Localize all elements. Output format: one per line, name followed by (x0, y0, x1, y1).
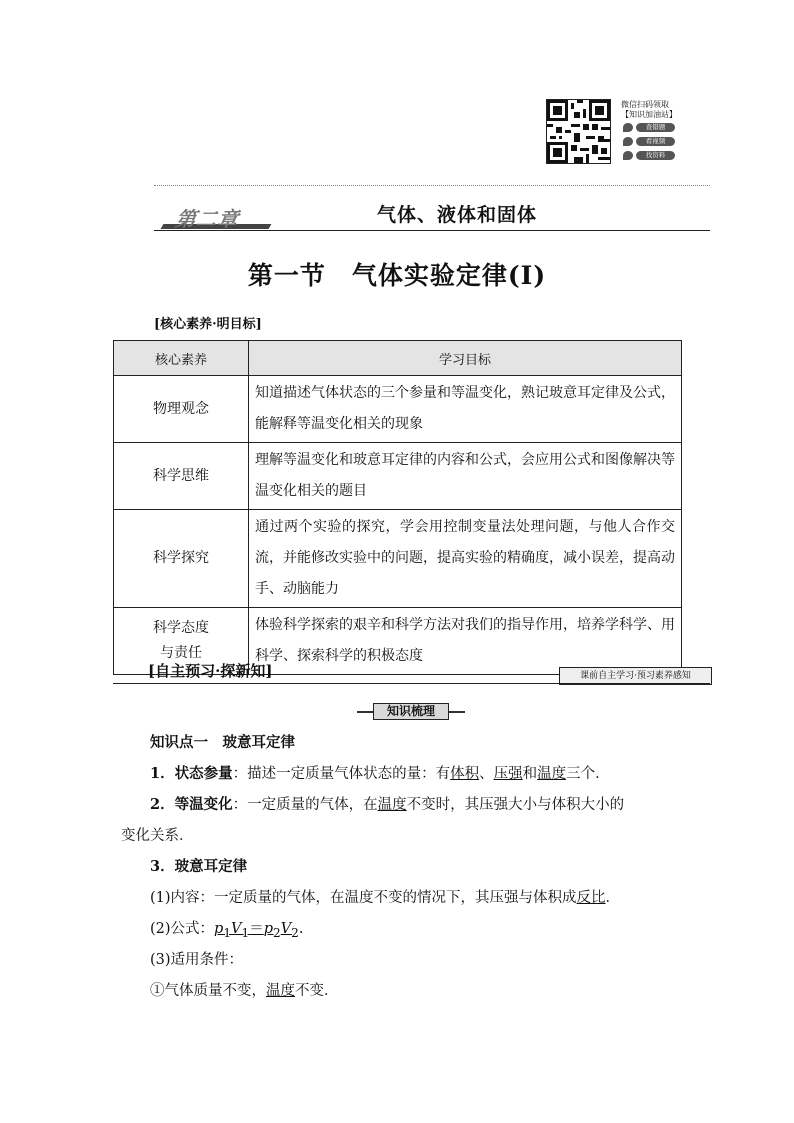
item-text: 三个． (566, 766, 610, 782)
chat-bubble-icon (623, 137, 633, 146)
item-text: 不变时，其压强大小与体积大小的 (406, 797, 625, 813)
table-key-cell: 科学探究 (114, 510, 249, 608)
item-text: 和 (522, 766, 538, 782)
item-text: ：一定质量的气体，在 (232, 797, 378, 813)
chapter-badge: 第二章 (173, 207, 241, 231)
formula-sub: 2 (291, 925, 299, 940)
qr-subtitle: 【知识加油站】 (621, 110, 677, 119)
item-text: ． (605, 890, 621, 906)
knowledge-box (357, 703, 465, 720)
fill-blank: 压强 (493, 766, 523, 782)
item-text: (2)公式： (150, 921, 215, 937)
table-value-cell: 理解等温变化和玻意耳定律的内容和公式，会应用公式和图像解决等温变化相关的题目 (249, 443, 682, 510)
item-text: 、 (479, 766, 494, 782)
qr-code[interactable] (546, 99, 611, 164)
qr-button-label: 查错题 (636, 123, 675, 132)
chapter-title: 气体、液体和固体 (377, 204, 538, 226)
formula-sub: 1 (223, 925, 232, 940)
section-banner-tag: 课前自主学习·预习素养感知 (559, 667, 712, 685)
chat-bubble-icon (623, 123, 633, 132)
table-row (114, 510, 682, 608)
item-3-title: 3．玻意耳定律 (150, 858, 248, 875)
item-3-3: (3)适用条件： (150, 952, 244, 968)
table-key-cell: 物理观念 (114, 376, 249, 443)
formula (214, 921, 299, 940)
table-header-cell: 学习目标 (249, 341, 682, 376)
item-3-1 (150, 888, 620, 908)
formula-var: V (280, 921, 292, 937)
banner-rule (113, 683, 710, 684)
fill-blank: 体积 (450, 766, 480, 782)
table-header-row (114, 341, 682, 376)
fill-blank: 温度 (377, 797, 407, 813)
fill-blank: 温度 (266, 983, 295, 999)
section-title: 第一节 气体实验定律(Ⅰ) (247, 261, 547, 290)
table-value-cell: 知道描述气体状态的三个参量和等温变化，熟记玻意耳定律及公式，能解释等温变化相关的现象 (249, 376, 682, 443)
qr-button-watch-video[interactable] (623, 136, 675, 146)
formula-sub: 2 (273, 925, 281, 940)
chat-bubble-icon (623, 151, 633, 160)
knowledge-box-label: 知识梳理 (373, 703, 449, 720)
item-3-2 (150, 919, 303, 943)
table-key-cell: 科学思维 (114, 443, 249, 510)
formula-eq: ＝ (249, 921, 264, 937)
qr-title: 微信扫码领取 (621, 100, 669, 109)
formula-var: p (214, 921, 224, 937)
fill-blank: 反比 (576, 890, 606, 906)
qr-button-label: 找资料 (636, 151, 675, 160)
table-row (114, 443, 682, 510)
formula-sub: 1 (241, 925, 250, 940)
table-value-cell: 通过两个实验的探究，学会用控制变量法处理问题，与他人合作交流，并能修改实验中的问题，提高实验的精确度，减小误差，提高动手、动脑能力 (249, 510, 682, 608)
qr-button-label: 看视频 (636, 137, 675, 146)
item-text: . (298, 921, 304, 937)
section-banner: [自主预习·探新知] (148, 662, 273, 680)
item-text: 不变． (295, 983, 339, 999)
item-text: ①气体质量不变， (150, 983, 266, 999)
table-value-cell: 体验科学探索的艰辛和科学方法对我们的指导作用，培养学科学、用科学、探索科学的积极态度 (249, 608, 682, 675)
dotted-divider (154, 185, 710, 186)
qr-button-check-errors[interactable] (623, 122, 675, 132)
item-text: (1)内容：一定质量的气体，在温度不变的情况下，其压强与体积成 (150, 890, 577, 906)
formula-var: V (231, 921, 242, 937)
objectives-tag: [核心素养·明目标] (154, 317, 262, 332)
item-label: 2．等温变化 (150, 796, 233, 813)
item-2-cont: 变化关系． (121, 828, 194, 844)
table-key-line: 科学态度 (153, 620, 209, 636)
item-2 (150, 795, 624, 815)
objectives-table (113, 340, 682, 675)
item-text: ：描述一定质量气体状态的量：有 (232, 766, 451, 782)
chapter-rule (154, 230, 710, 231)
qr-button-find-materials[interactable] (623, 150, 675, 160)
table-row (114, 376, 682, 443)
table-key-line: 与责任 (160, 645, 202, 661)
table-header-cell: 核心素养 (114, 341, 249, 376)
item-label: 1．状态参量 (150, 765, 233, 782)
item-3-3-1 (150, 981, 339, 1001)
point-title: 知识点一 玻意耳定律 (150, 734, 295, 751)
formula-var: p (263, 921, 273, 937)
fill-blank: 温度 (537, 766, 567, 782)
item-1 (150, 764, 610, 784)
